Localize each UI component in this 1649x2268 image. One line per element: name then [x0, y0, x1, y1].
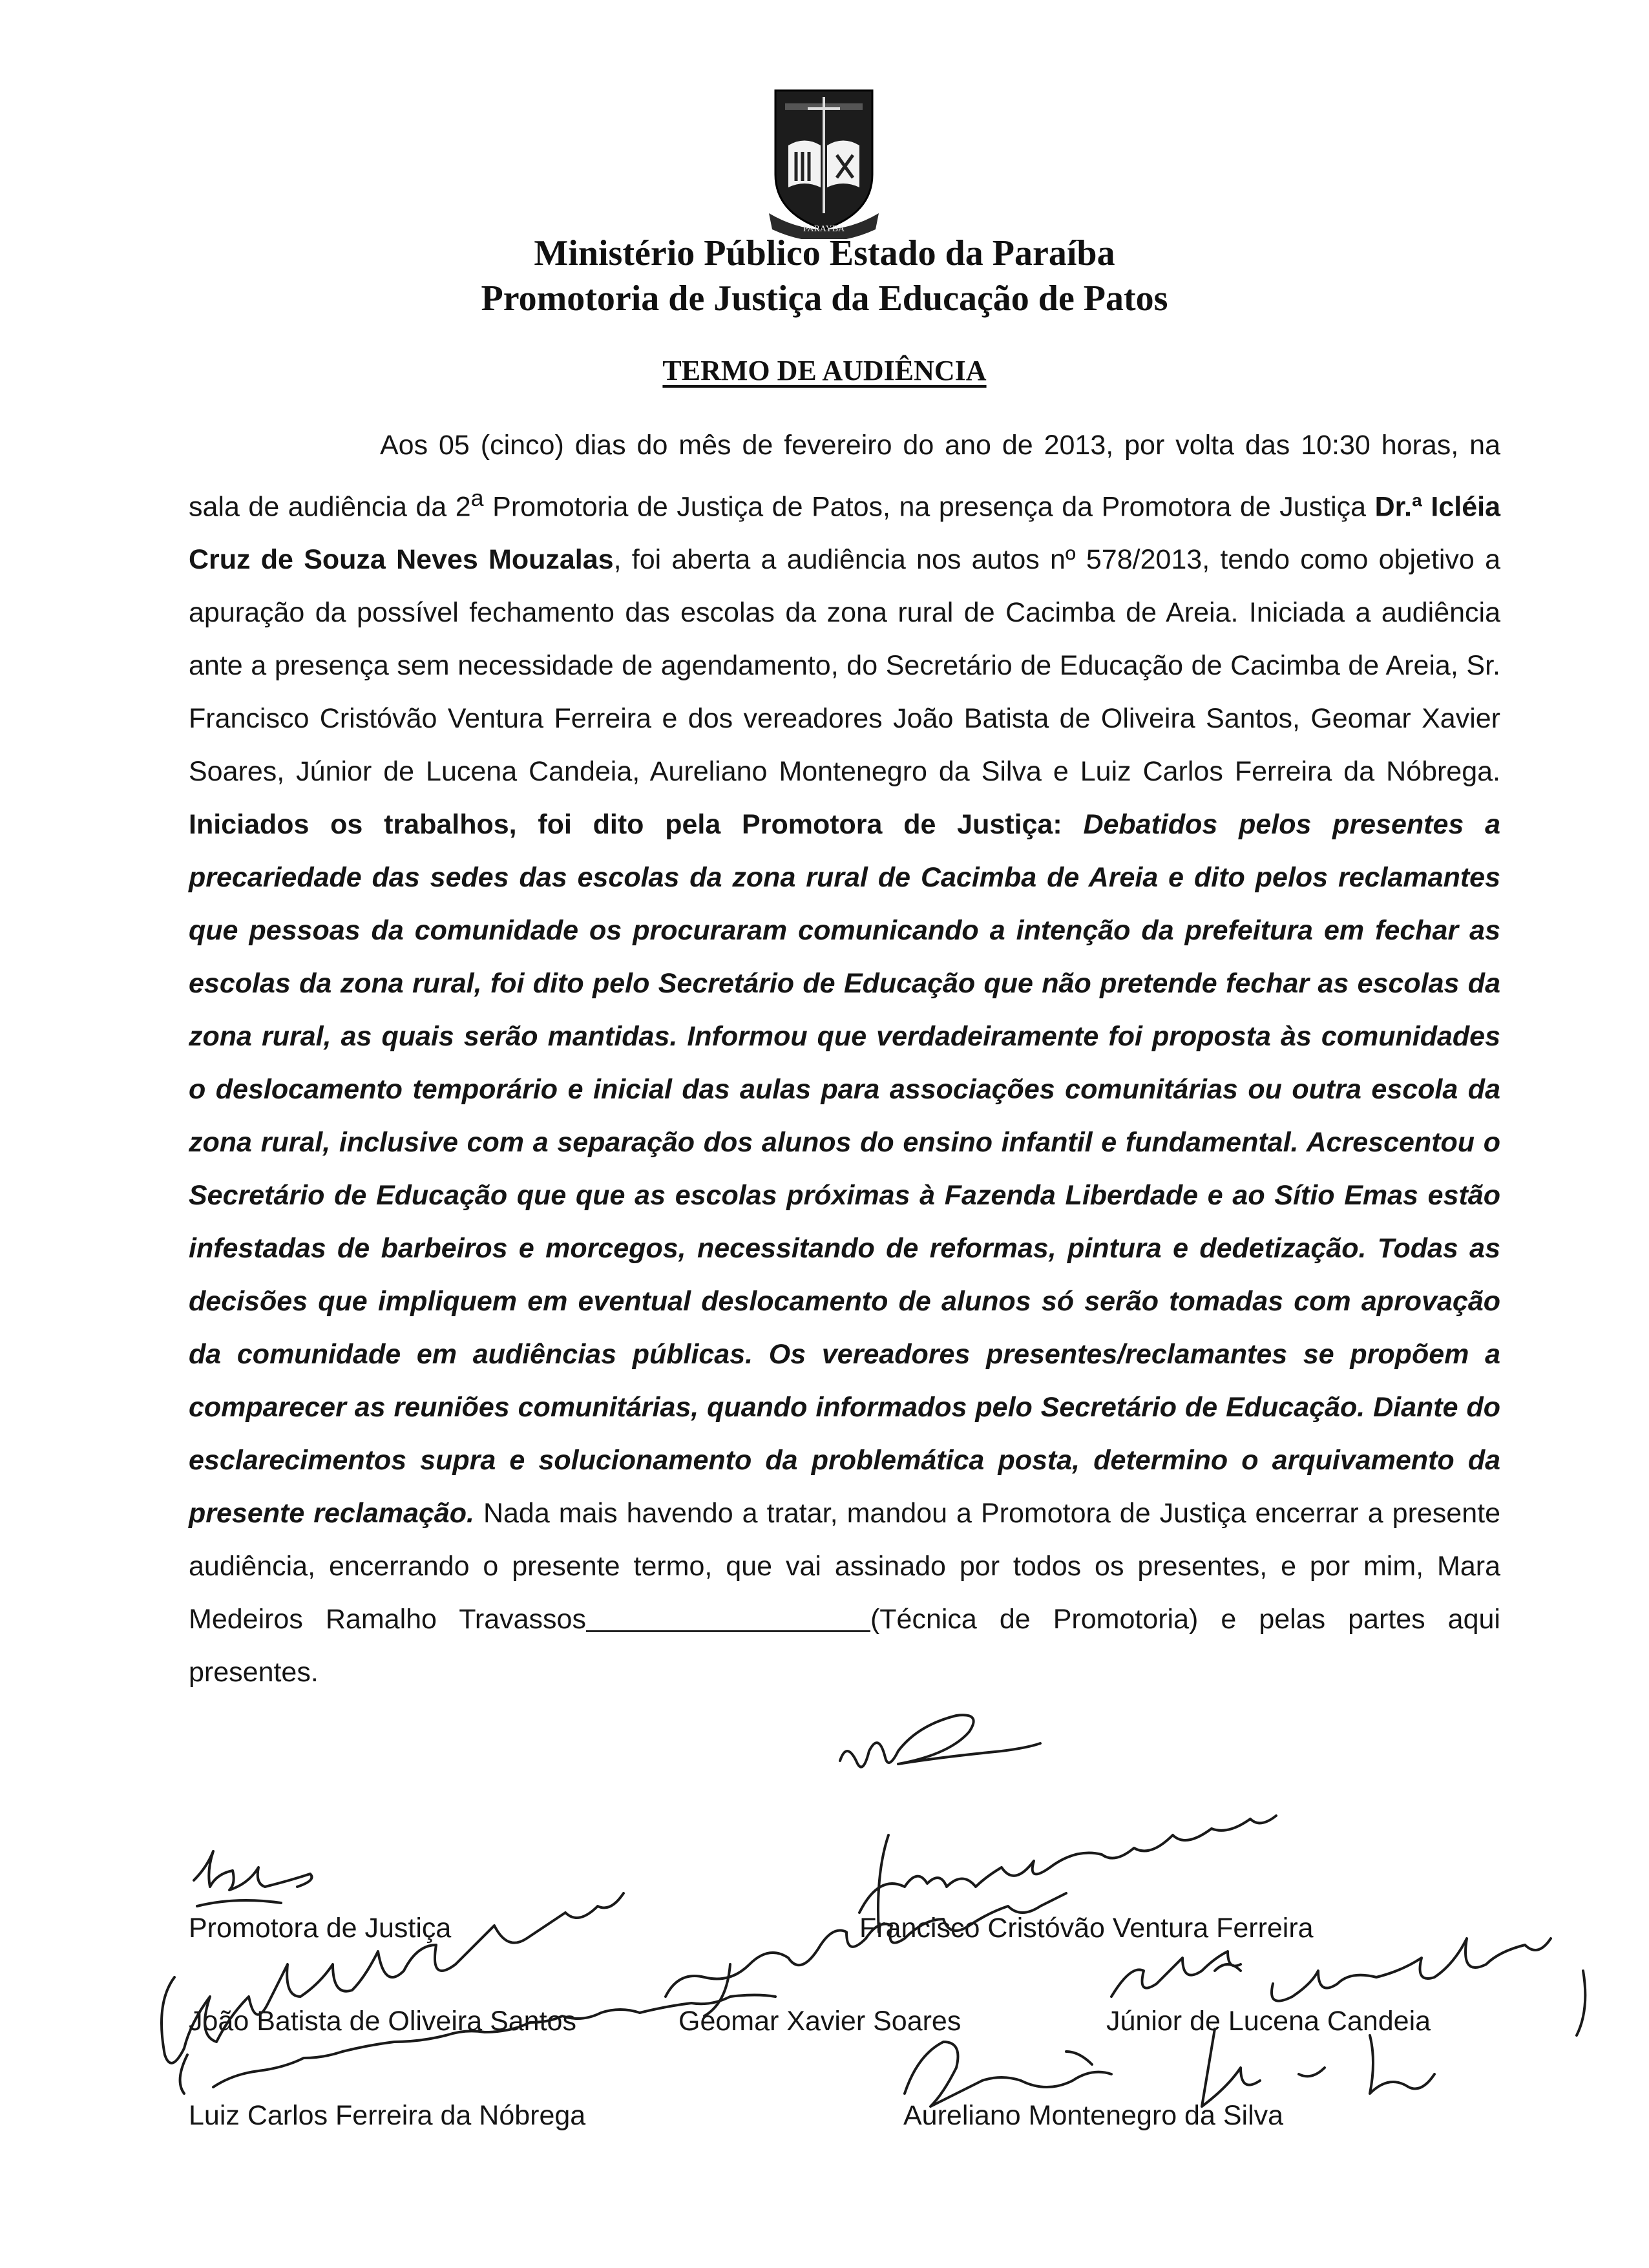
signature-label-geomar: Geomar Xavier Soares — [678, 2006, 961, 2037]
signature-geomar — [666, 1893, 1066, 2016]
hearing-record-text — [189, 419, 1500, 1699]
signature-aureliano — [905, 2029, 1434, 2106]
signature-technician — [840, 1715, 1040, 1767]
text-closing-end: (Técnica de Promotoria) e pelas partes aqui presentes. — [189, 1604, 1500, 1688]
signature-label-joao-batista: João Batista de Oliveira Santos — [189, 2006, 576, 2037]
signature-label-luiz-carlos: Luiz Carlos Ferreira da Nóbrega — [189, 2100, 586, 2131]
technician-signature-line — [586, 1602, 870, 1632]
signature-label-secretary: Francisco Cristóvão Ventura Ferreira — [859, 1913, 1314, 1944]
header-institution: Ministério Público Estado da Paraíba — [534, 233, 1115, 273]
header-department: Promotoria de Justiça da Educação de Patos — [481, 278, 1168, 319]
text-closing: Nada mais havendo a tratar, mandou a Promotora de Justiça encerrar a presente audiência, encerrando o presente termo, que vai assinado por todos os presentes, e por mim, Mara Medeiros Ramalho Travassos — [189, 1498, 1500, 1635]
signature-label-aureliano: Aureliano Montenegro da Silva — [903, 2100, 1284, 2131]
document-title: TERMO DE AUDIÊNCIA — [662, 355, 987, 386]
text-works-opened: Iniciados os trabalhos, foi dito pela Promotora de Justiça: — [189, 809, 1084, 841]
prosecutor-name: Dr.ª Icléia Cruz de Souza Neves Mouzalas — [189, 491, 1500, 576]
text-presence: Promotoria de Justiça de Patos, na presença da Promotora de Justiça — [483, 491, 1375, 523]
coat-of-arms-icon — [762, 84, 885, 239]
text-attendees: , foi aberta a audiência nos autos nº 578/2013, tendo como objetivo a apuração da possível fechamento das escolas da zona rural de Cacimba de Areia. Iniciada a audiência ante a presença sem necessidade de agendamento, do Secretário de Educação de Cacimba de Areia, Sr. Francisco Cristóvão Ventura Ferreira e dos vereadores João Batista de Oliveira Santos, Geomar Xavier Soares, Júnior de Lucena Candeia, Aureliano Montenegro da Silva e Luiz Carlos Ferreira da Nóbrega. — [189, 544, 1500, 788]
signature-label-junior: Júnior de Lucena Candeia — [1106, 2006, 1431, 2037]
record-paragraph — [189, 419, 1500, 1699]
signature-label-prosecutor: Promotora de Justiça — [189, 1913, 452, 1944]
text-opening: Aos 05 (cinco) dias do mês de fevereiro do ano de 2013, por volta das 10:30 horas, na sala de audiência da 2 — [189, 430, 1500, 523]
ordinal-sup: a — [470, 485, 484, 511]
signature-prosecutor — [194, 1851, 312, 1906]
text-deliberation: Debatidos pelos presentes a precariedade das sedes das escolas da zona rural de Cacimba de Areia e dito pelos reclamantes que pessoas da comunidade os procuraram comunicando a intenção da prefeitura em fechar as escolas da zona rural, foi dito pelo Secretário de Educação que não pretende fechar as escolas da zona rural, as quais serão mantidas. Informou que verdadeiramente foi proposta às comunidades o deslocamento temporário e inicial das aulas para associações comunitárias ou outra escola da zona rural, inclusive com a separação dos alunos do ensino infantil e fundamental. Acrescentou o Secretário de Educação que que as escolas próximas à Fazenda Liberdade e ao Sítio Emas estão infestadas de barbeiros e morcegos, necessitando de reformas, pintura e dedetização. Todas as decisões que impliquem em eventual deslocamento de alunos só serão tomadas com aprovação da comunidade em audiências públicas. Os vereadores presentes/reclamantes se propõem a comparecer as reuniões comunitárias, quando informados pelo Secretário de Educação. Diante do esclarecimentos supra e solucionamento da problemática posta, determino o arquivamento da presente reclamação. — [189, 809, 1500, 1529]
seal-text: PARAYBA — [803, 224, 845, 234]
